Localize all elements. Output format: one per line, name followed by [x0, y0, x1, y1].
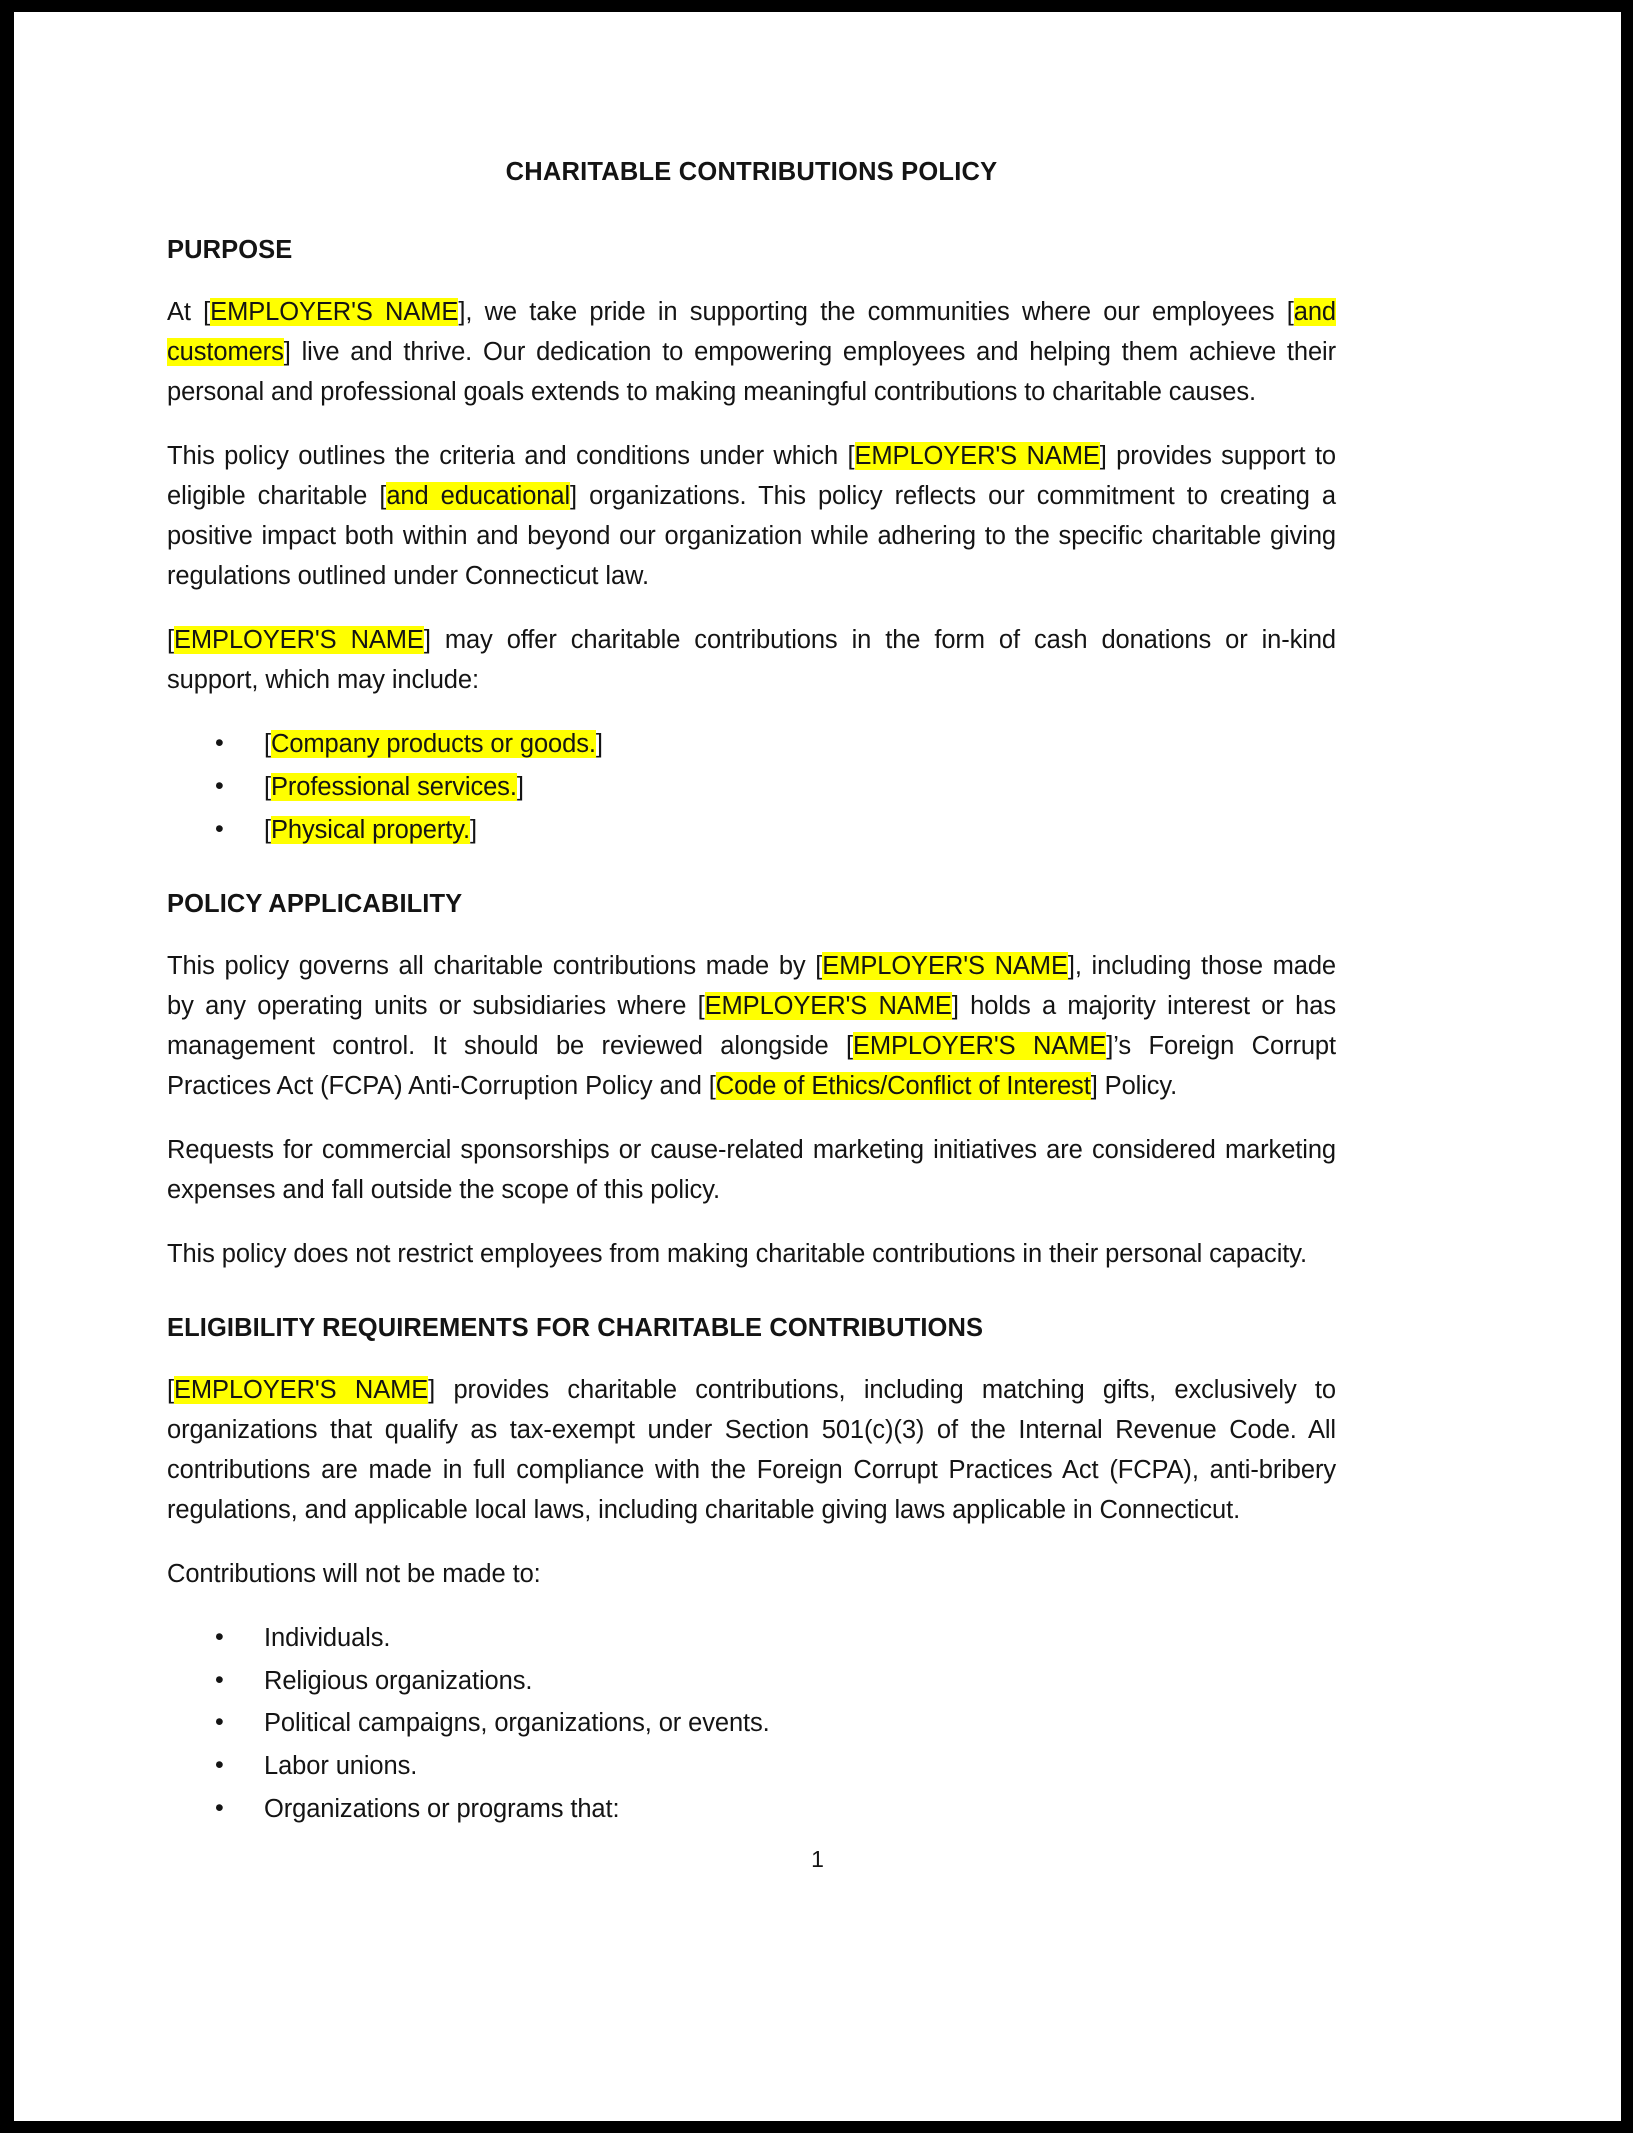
highlighted-placeholder: EMPLOYER'S NAME	[854, 442, 1100, 471]
highlighted-placeholder: Professional services.	[271, 773, 517, 802]
text-run: Political campaigns, organizations, or events.	[264, 1709, 770, 1738]
text-run: ] organizations. This policy reflects our commitment to creating a positive impact both within and beyond our organization while adhering to the specific charitable giving regulations outlined under Connecticut law.	[167, 482, 1336, 591]
list-item	[167, 1620, 1336, 1658]
text-run: ] may offer charitable contributions in the form of cash donations or in-kind support, which may include:	[167, 626, 1337, 695]
text-run: [	[167, 1375, 174, 1404]
text-run: ] provides support to eligible charitable [	[167, 442, 1337, 511]
body-paragraph	[167, 1554, 1336, 1594]
body-paragraph	[167, 436, 1336, 596]
body-paragraph	[167, 292, 1336, 412]
text-run: ] provides charitable contributions, including matching gifts, exclusively to organizations that qualify as tax-exempt under Section 501(c)(3) of the Internal Revenue Code. All contributions are made in full compliance with the Foreign Corrupt Practices Act (FCPA), anti-bribery regulations, and applicable local laws, including charitable giving laws applicable in Connecticut.	[167, 1375, 1336, 1524]
list-item	[167, 1791, 1336, 1829]
page-number-footer: 1	[811, 1846, 824, 1872]
bullet-list	[167, 1620, 1336, 1829]
highlighted-placeholder: EMPLOYER'S NAME	[704, 991, 952, 1020]
body-paragraph	[167, 620, 1336, 700]
text-run: Religious organizations.	[264, 1666, 533, 1695]
highlighted-placeholder: EMPLOYER'S NAME	[174, 1375, 429, 1404]
text-run: [	[264, 730, 271, 759]
text-run: ]	[516, 773, 524, 802]
text-run: Contributions will not be made to:	[167, 1559, 541, 1588]
highlighted-placeholder: EMPLOYER'S NAME	[852, 1031, 1107, 1060]
text-run: ] live and thrive. Our dedication to empowering employees and helping them achieve their personal and professional goals extends to making meaningful contributions to charitable causes.	[167, 338, 1336, 407]
section-heading: POLICY APPLICABILITY	[167, 889, 463, 918]
list-item	[167, 1748, 1336, 1786]
text-run: [	[167, 626, 174, 655]
text-run: At [	[167, 298, 211, 327]
text-run: Individuals.	[264, 1623, 391, 1652]
page-title: CHARITABLE CONTRIBUTIONS POLICY	[505, 158, 998, 186]
text-run: ], we take pride in supporting the communities where our employees [	[458, 298, 1294, 327]
body-paragraph	[167, 1130, 1336, 1210]
highlighted-placeholder: and customers	[167, 298, 1336, 367]
highlighted-placeholder: and educational	[386, 482, 571, 511]
section-heading: PURPOSE	[167, 236, 293, 265]
text-run: Labor unions.	[264, 1752, 418, 1781]
highlighted-placeholder: Code of Ethics/Conflict of Interest	[715, 1071, 1091, 1100]
text-run: ]	[595, 730, 603, 759]
text-run: ] Policy.	[1090, 1071, 1178, 1100]
list-item	[167, 769, 1336, 807]
text-run: This policy governs all charitable contributions made by [	[167, 951, 823, 980]
document-page	[14, 12, 1621, 2121]
highlighted-placeholder: Company products or goods.	[271, 730, 596, 759]
text-run: This policy outlines the criteria and conditions under which [	[167, 442, 855, 471]
bullet-list	[167, 726, 1336, 849]
highlighted-placeholder: EMPLOYER'S NAME	[174, 626, 424, 655]
document-sections	[167, 230, 1336, 1829]
text-run: ]	[469, 815, 477, 844]
body-paragraph	[167, 1234, 1336, 1274]
text-run: ] holds a majority interest or has management control. It should be reviewed alongside [	[167, 991, 1336, 1060]
body-paragraph	[167, 946, 1336, 1106]
text-run: [	[264, 773, 271, 802]
list-item	[167, 1663, 1336, 1701]
text-run: [	[264, 815, 271, 844]
document-body	[167, 152, 1336, 1855]
highlighted-placeholder: EMPLOYER'S NAME	[210, 298, 459, 327]
highlighted-placeholder: Physical property.	[271, 815, 470, 844]
text-run: ], including those made by any operating units or subsidiaries where [	[167, 951, 1336, 1020]
section-heading: ELIGIBILITY REQUIREMENTS FOR CHARITABLE CONTRIBUTIONS	[167, 1313, 984, 1342]
body-paragraph	[167, 1370, 1336, 1530]
list-item	[167, 726, 1336, 764]
list-item	[167, 812, 1336, 850]
text-run: ]’s Foreign Corrupt Practices Act (FCPA) Anti-Corruption Policy and [	[167, 1031, 1336, 1100]
text-run: Requests for commercial sponsorships or cause-related marketing initiatives are considered marketing expenses and fall outside the scope of this policy.	[167, 1135, 1336, 1204]
highlighted-placeholder: EMPLOYER'S NAME	[822, 951, 1068, 980]
text-run: This policy does not restrict employees from making charitable contributions in their personal capacity.	[167, 1239, 1307, 1268]
list-item	[167, 1705, 1336, 1743]
text-run: Organizations or programs that:	[264, 1794, 620, 1823]
